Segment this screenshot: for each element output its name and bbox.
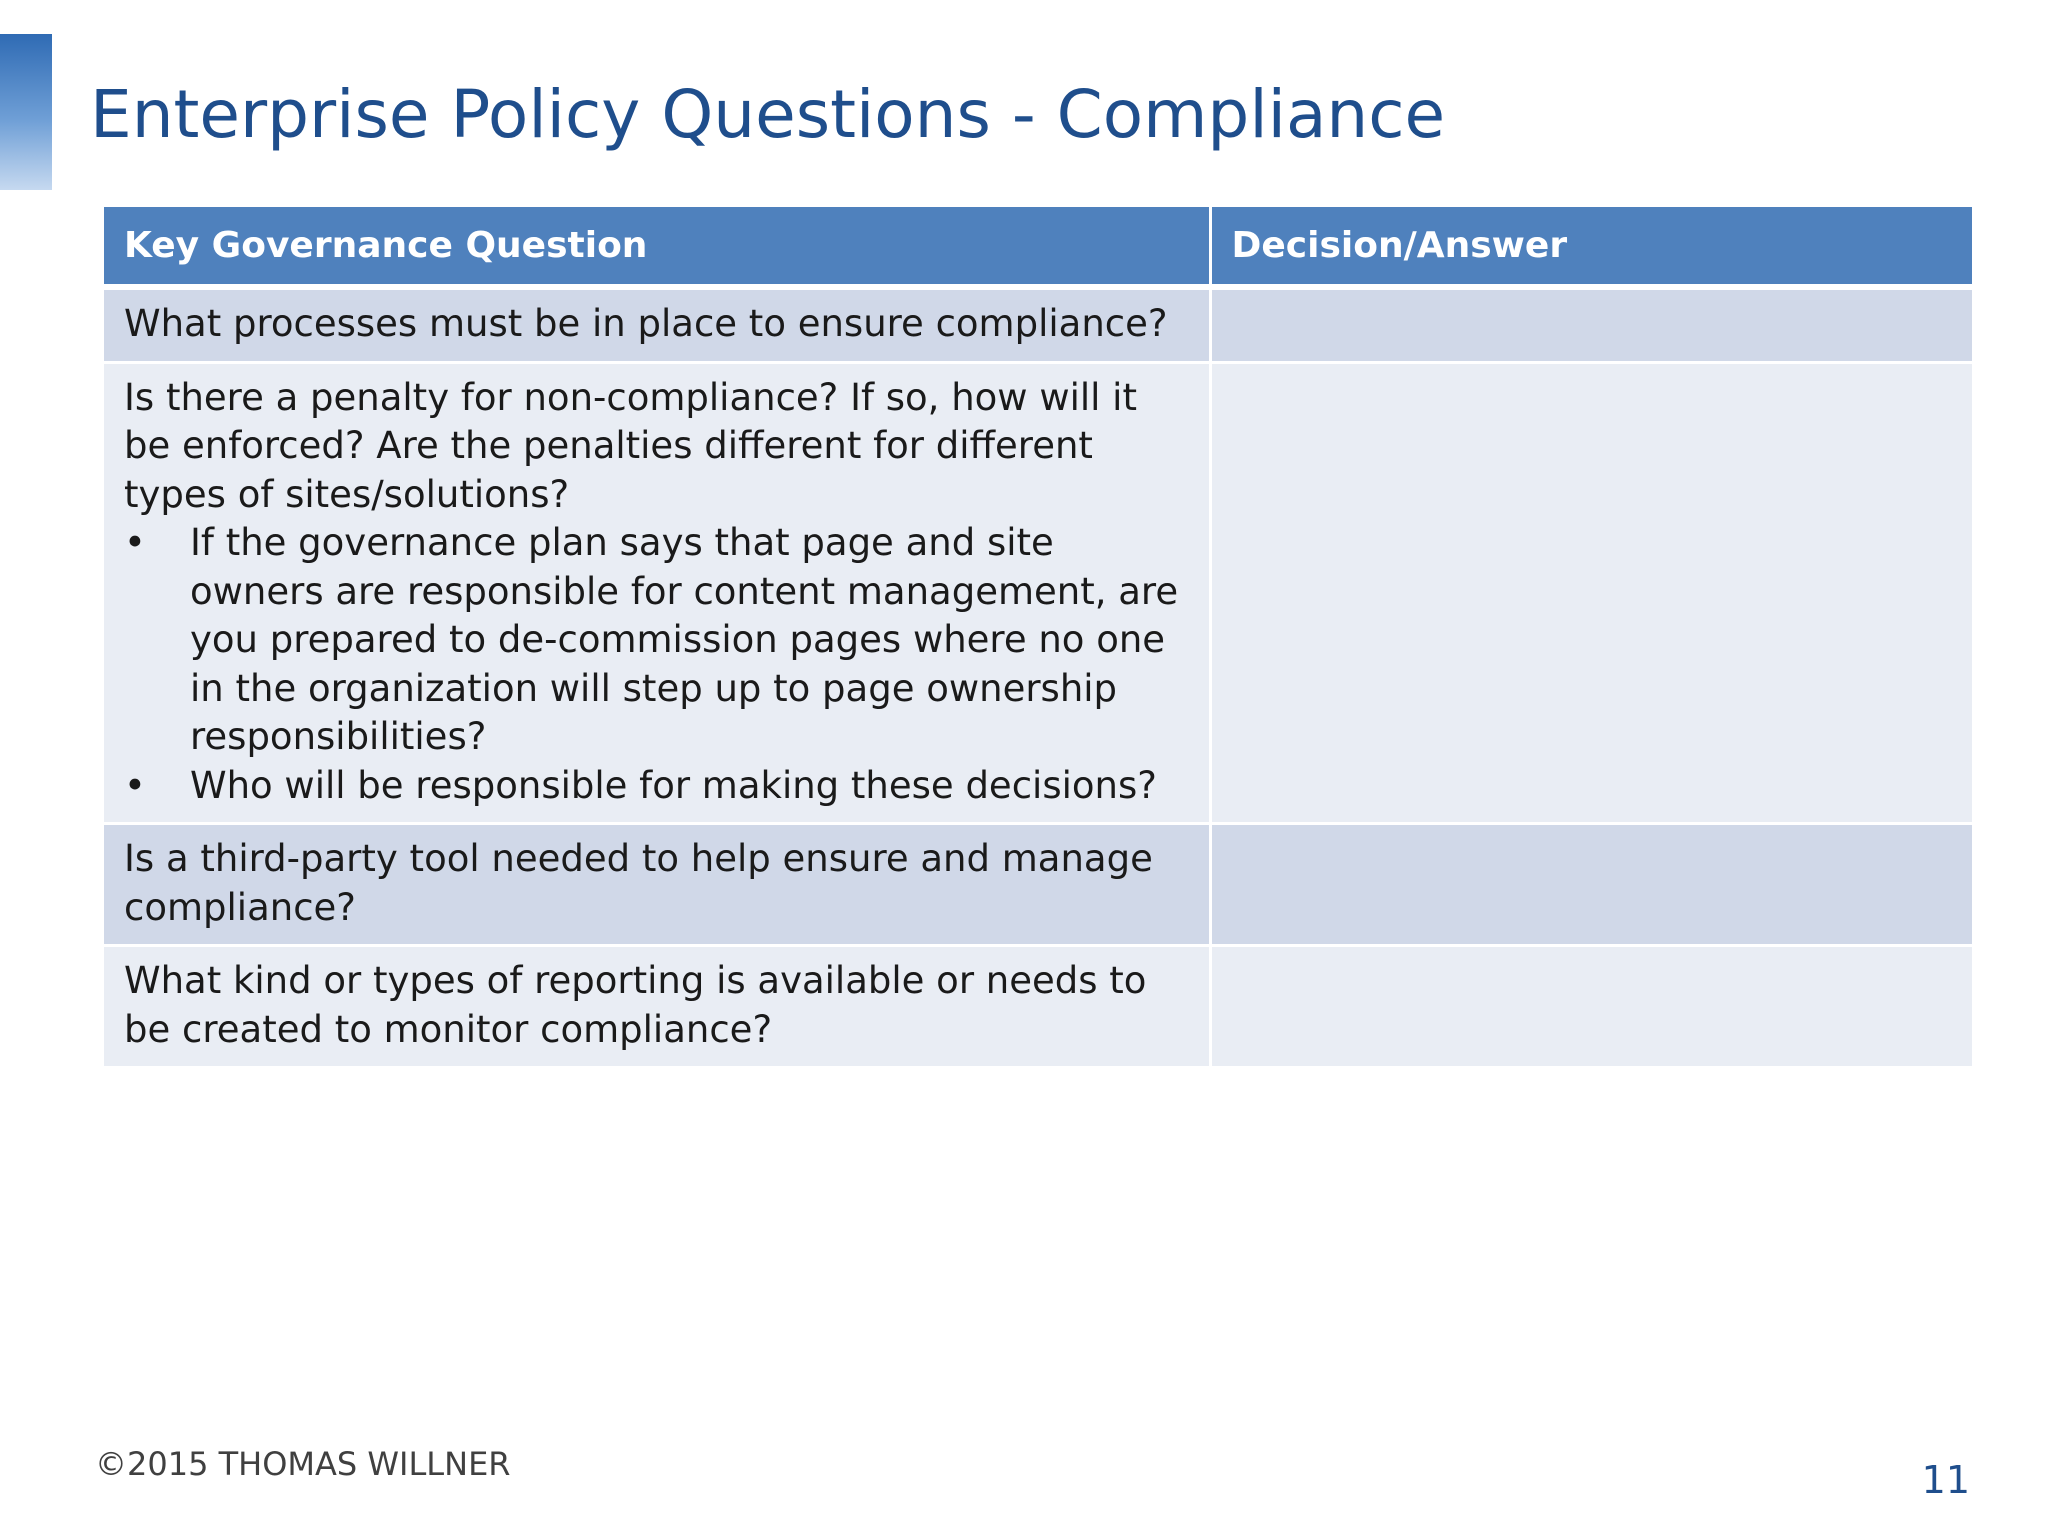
answer-cell[interactable]: [1210, 362, 1972, 824]
list-item: [124, 762, 1189, 811]
question-cell: [104, 946, 1210, 1068]
table-row: [104, 362, 1972, 824]
bullet-icon: •: [124, 521, 146, 564]
slide-title: Enterprise Policy Questions - Compliance: [90, 76, 1446, 153]
question-text: Is a third-party tool needed to help ensure and manage compliance?: [124, 837, 1153, 929]
column-header-answer: Decision/Answer: [1210, 207, 1972, 287]
table-row: [104, 946, 1972, 1068]
question-text: Is there a penalty for non-compliance? If so, how will it be enforced? Are the penalties different for different types of sites/solutions?: [124, 375, 1137, 516]
copyright-notice: ©2015 THOMAS WILLNER: [95, 1445, 511, 1483]
answer-cell[interactable]: [1210, 946, 1972, 1068]
column-header-question: Key Governance Question: [104, 207, 1210, 287]
question-text: What kind or types of reporting is available or needs to be created to monitor compliance?: [124, 959, 1147, 1051]
title-accent-bar: [0, 34, 52, 190]
list-item: [124, 519, 1189, 762]
bullet-icon: •: [124, 763, 146, 807]
table-header-row: [104, 207, 1972, 287]
governance-questions-table: [104, 207, 1972, 1069]
sub-question-text: If the governance plan says that page and site owners are responsible for content management, are you prepared to de-commission pages where no one in the organization will step up to page ownership responsibilities?: [190, 521, 1179, 758]
question-text: What processes must be in place to ensure compliance?: [124, 302, 1168, 345]
table-row: [104, 824, 1972, 946]
answer-cell[interactable]: [1210, 824, 1972, 946]
sub-question-text: Who will be responsible for making these decisions?: [190, 763, 1157, 807]
question-cell: [104, 824, 1210, 946]
answer-cell[interactable]: [1210, 287, 1972, 362]
page-number: 11: [1921, 1458, 1970, 1502]
sub-question-list: [124, 519, 1189, 810]
question-cell: [104, 287, 1210, 362]
table-row: [104, 287, 1972, 362]
question-cell: [104, 362, 1210, 824]
